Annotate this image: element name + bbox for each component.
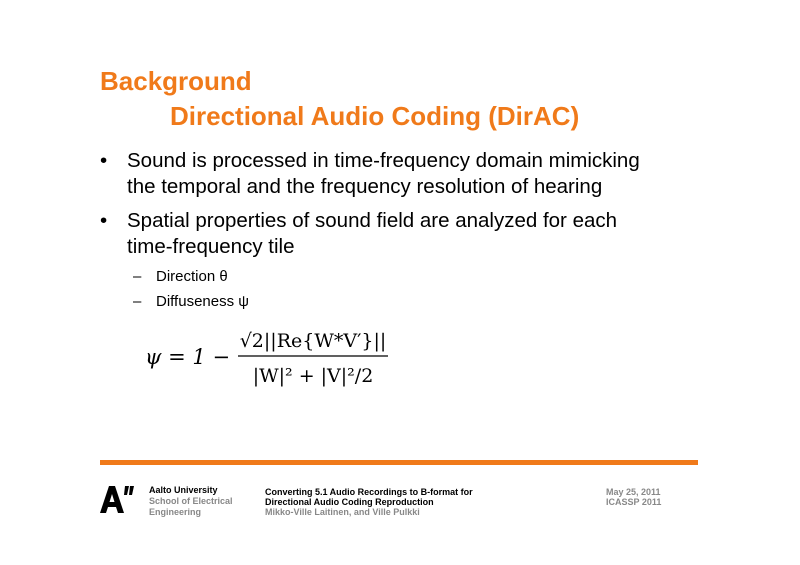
sub-bullet-dash: – xyxy=(133,268,142,285)
formula-lhs: ψ = 1 − xyxy=(145,345,231,369)
footer-talk-title: Converting 5.1 Audio Recordings to B-format for xyxy=(265,487,473,497)
bullet-text-line1: Spatial properties of sound field are analyzed for each xyxy=(127,209,618,232)
footer-school: School of Electrical xyxy=(149,496,233,506)
footer-university: Aalto University xyxy=(149,485,218,495)
bullet-text-line1: Sound is processed in time-frequency domain mimicking xyxy=(127,149,640,172)
footer-divider xyxy=(100,460,698,465)
slide-subtitle: Directional Audio Coding (DirAC) xyxy=(170,101,580,131)
bullet-dot: • xyxy=(100,209,108,232)
footer-venue: ICASSP 2011 xyxy=(606,497,662,507)
footer-date: May 25, 2011 xyxy=(606,487,661,497)
bullet-text-line2: the temporal and the frequency resolution of hearing xyxy=(127,175,603,198)
bullet-dot: • xyxy=(100,149,108,172)
aalto-logo-icon xyxy=(100,486,134,519)
footer-talk-title-line2: Directional Audio Coding Reproduction xyxy=(265,497,434,507)
sub-bullet-dash: – xyxy=(133,293,142,310)
sub-bullet-text: Direction θ xyxy=(156,268,228,285)
formula-denominator: |W|² + |V|²/2 xyxy=(252,365,374,387)
formula-numerator: √2||Re{W*V′}|| xyxy=(239,330,387,352)
footer-authors: Mikko-Ville Laitinen, and Ville Pulkki xyxy=(265,507,420,517)
diffuseness-formula xyxy=(143,322,433,397)
footer-school-line2: Engineering xyxy=(149,507,202,517)
formula-svg xyxy=(143,322,433,392)
bullet-text-line2: time-frequency tile xyxy=(127,235,295,258)
slide-title: Background xyxy=(100,66,252,96)
sub-bullet-text: Diffuseness ψ xyxy=(156,293,249,310)
